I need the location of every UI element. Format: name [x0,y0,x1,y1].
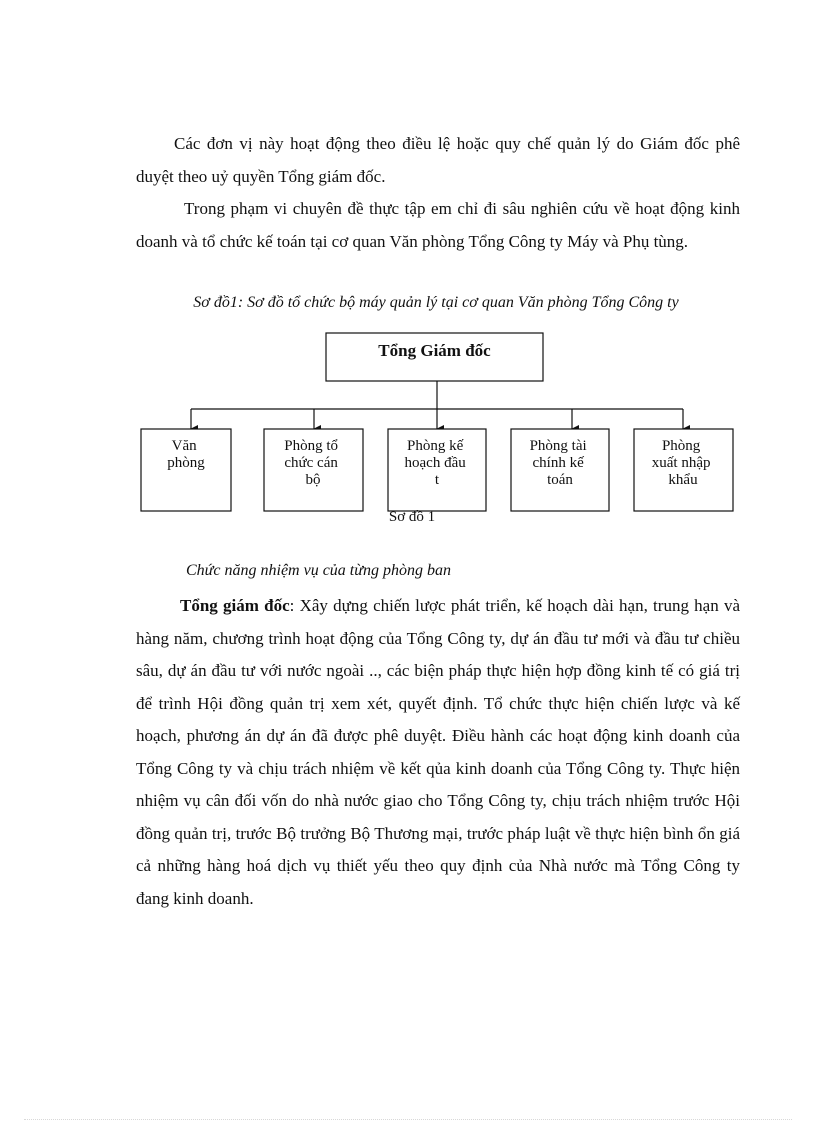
tong-giam-doc-description: : Xây dựng chiến lược phát triển, kế hoạch dài hạn, trung hạn và hàng năm, chương trình hoạt động của Tổng Công ty, dự án đầu tư mới và đầu tư chiều sâu, dự án đầu tư với nước ngoài .., các biện pháp thực hiện hợp đồng kinh tế có giá trị để trình Hội đồng quản trị xem xét, quyết định. Tổ chức thực hiện chiến lược và kế hoạch, phương án dự án đã được phê duyệt. Điều hành các hoạt động kinh doanh của Tổng Công ty và chịu trách nhiệm về kết qủa kinh doanh của Tổng Công ty. Thực hiện nhiệm vụ cân đối vốn do nhà nước giao cho Tổng Công ty, chịu trách nhiệm trước Hội đồng quản trị, trước Bộ trưởng Bộ Thương mại, trước pháp luật về thực hiện bình ổn giá cả những hàng hoá dịch vụ thiết yếu theo quy định của Nhà nước mà Tổng Công ty đang kinh doanh. [136,596,740,908]
root-label: Tổng Giám đốc [378,341,491,360]
term-tong-giam-doc: Tổng giám đốc [180,596,290,615]
page-bottom-divider [24,1119,792,1120]
dept-label-van-phong: Văn phòng [167,438,205,471]
section-heading: Chức năng nhiệm vụ của từng phòng ban [186,562,451,579]
paragraph-scope: Trong phạm vi chuyên đề thực tập em chỉ đi sâu nghiên cứu về hoạt động kinh doanh và tổ chức kế toán tại cơ quan Văn phòng Tổng Công ty Máy và Phụ tùng. [136,199,740,251]
dept-label-tai-chinh-ke-toan: Phòng tài chính kế toán [529,438,587,488]
paragraph-intro: Các đơn vị này hoạt động theo điều lệ hoặc quy chế quản lý do Giám đốc phê duyệt theo uỷ quyền Tổng giám đốc. [136,134,740,186]
diagram-label: Sơ đồ 1 [388,509,436,525]
paragraph-tong-giam-doc [136,590,740,915]
diagram-caption: Sơ đồ1: Sơ đồ tổ chức bộ máy quản lý tại cơ quan Văn phòng Tổng Công ty [193,294,679,311]
dept-label-to-chuc-can-bo: Phòng tổ chức cán bộ [284,438,339,488]
dept-label-xuat-nhap-khau: Phòng xuất nhập khẩu [651,438,711,488]
dept-label-ke-hoach-dau-tu: Phòng kế hoạch đầu t [404,438,466,488]
